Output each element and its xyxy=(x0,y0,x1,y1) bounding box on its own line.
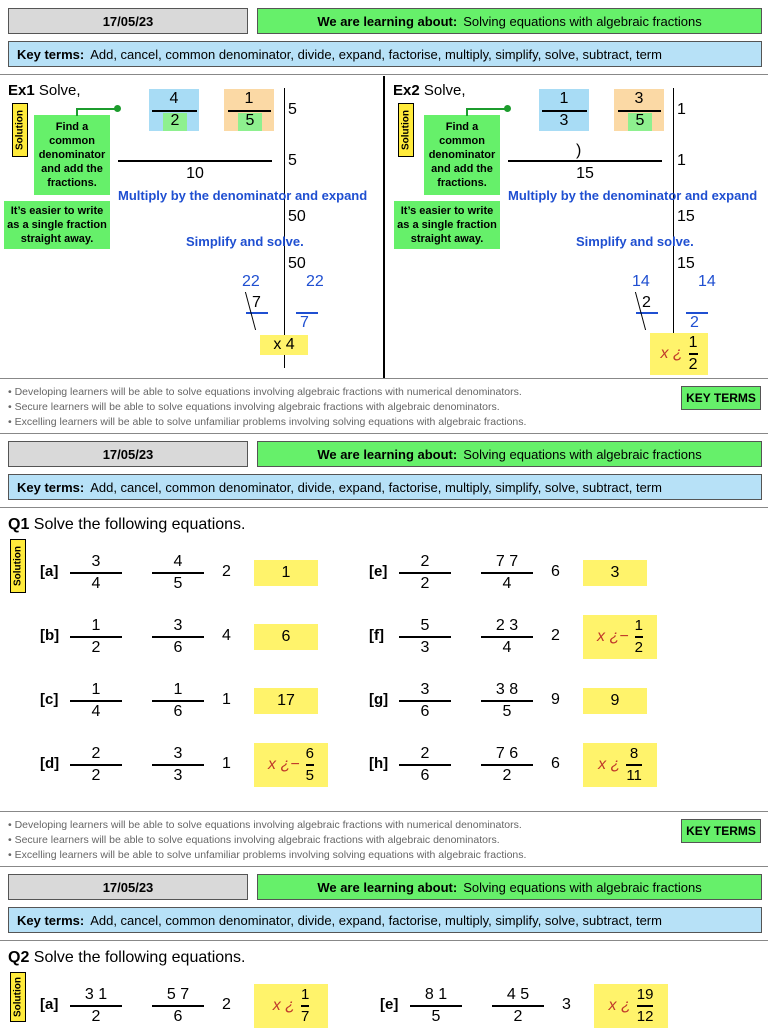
question-frac2-num: 2 3 xyxy=(495,617,519,634)
question-rhs: 2 xyxy=(222,996,231,1013)
ex2-combined-bar xyxy=(508,160,662,162)
pointer-line xyxy=(76,108,78,116)
ex2-rhs3: 15 xyxy=(677,208,695,225)
footer-text: Secure learners will be able to solve equations involving algebraic fractions with algebraic denominators. xyxy=(14,834,500,846)
learning-topic: Solving equations with algebraic fractions xyxy=(463,879,702,895)
ex2-frac2-den: 5 xyxy=(635,112,645,129)
ex2-step-multiply: Multiply by the denominator and expand xyxy=(508,188,758,203)
ex1-heading xyxy=(8,82,81,99)
ex1-frac1-den: 2 xyxy=(170,112,180,129)
question-frac2-den: 5 xyxy=(502,702,512,720)
question-frac2-num: 7 7 xyxy=(495,553,519,570)
ex1-cancel-stroke xyxy=(245,292,270,330)
ex2-note-common-denominator xyxy=(424,115,500,195)
answer-frac-den: 12 xyxy=(636,1007,654,1025)
answer-frac-num: 6 xyxy=(305,745,314,763)
ex2-title: Solve, xyxy=(423,82,466,99)
question-frac1-den: 6 xyxy=(420,702,430,720)
divider xyxy=(0,866,768,867)
ex1-step-multiply: Multiply by the denominator and expand xyxy=(118,188,368,203)
question-frac2-num: 1 xyxy=(173,681,183,698)
ex2-answer-box xyxy=(650,333,708,375)
solution-tab[interactable] xyxy=(10,972,26,1022)
date-text: 17/05/23 xyxy=(102,446,154,462)
question-frac2-den: 2 xyxy=(513,1007,523,1025)
question-frac1-num: 2 xyxy=(420,553,430,570)
learning-banner xyxy=(257,8,762,34)
answer-frac-den: 5 xyxy=(305,766,314,784)
question-tag: [d] xyxy=(40,755,60,772)
answer-box xyxy=(583,688,647,714)
ex1-note-single-fraction xyxy=(4,201,110,249)
ex1-den-7: 7 xyxy=(300,314,309,331)
ex2-den15: 15 xyxy=(576,165,594,182)
pointer-dot xyxy=(504,105,511,112)
keyterms-text: Add, cancel, common denominator, divide, expand, factorise, multiply, simplify, solve, subtract, term xyxy=(90,912,662,928)
ex2-label: Ex2 xyxy=(393,82,420,99)
question-rhs: 6 xyxy=(551,755,560,772)
answer-x: x ¿− xyxy=(597,628,629,645)
ex2-rhs1: 1 xyxy=(677,101,686,118)
solution-tab[interactable] xyxy=(12,103,28,157)
pointer-line xyxy=(76,108,118,110)
footer-line: • Secure learners will be able to solve equations involving algebraic fractions with algebraic denominators. xyxy=(8,834,500,846)
ex2-step-simplify: Simplify and solve. xyxy=(576,234,694,249)
question-frac1-den: 2 xyxy=(91,638,101,656)
pointer-line xyxy=(466,108,508,110)
question-tag: [h] xyxy=(369,755,389,772)
ex1-frac2-num: 1 xyxy=(244,90,254,107)
question-frac2-den: 6 xyxy=(173,638,183,656)
answer-box xyxy=(254,624,318,650)
keyterms-banner xyxy=(8,41,762,67)
answer-value: 9 xyxy=(610,692,620,709)
keyterms-label: Key terms: xyxy=(17,479,85,495)
question-row xyxy=(40,614,380,660)
question-frac2-den: 4 xyxy=(502,638,512,656)
question-frac1-den: 2 xyxy=(91,1007,101,1025)
date-badge xyxy=(8,874,248,900)
question-frac1-num: 3 xyxy=(91,553,101,570)
ex1-answer-box xyxy=(260,335,308,355)
question-frac1 xyxy=(70,985,122,1027)
question-frac1-den: 6 xyxy=(420,766,430,784)
question-frac2-den: 6 xyxy=(173,1007,183,1025)
ex1-n22-right: 22 xyxy=(306,273,324,290)
answer-box xyxy=(583,560,647,586)
learning-topic: Solving equations with algebraic fractions xyxy=(463,446,702,462)
solution-tab-label: Solution xyxy=(400,110,412,150)
question-frac1 xyxy=(70,616,122,658)
divider xyxy=(0,378,768,379)
question-row xyxy=(40,983,380,1029)
answer-frac-num: 8 xyxy=(629,745,639,763)
ex1-den10: 10 xyxy=(186,165,204,182)
learning-banner xyxy=(257,441,762,467)
answer-frac xyxy=(306,744,314,786)
question-rhs: 1 xyxy=(222,691,231,708)
question-frac2-num: 5 7 xyxy=(166,986,190,1003)
ex2-note1-text: Find a common denominator and add the fractions. xyxy=(428,121,496,189)
ex2-answer-num: 1 xyxy=(688,334,698,352)
answer-frac-num: 1 xyxy=(300,986,310,1004)
question-rhs: 2 xyxy=(222,563,231,580)
question-frac1 xyxy=(399,744,451,786)
answer-frac xyxy=(635,616,643,658)
question-rhs: 4 xyxy=(222,627,231,644)
question-frac2-den: 4 xyxy=(502,574,512,592)
ex1-note2-text: It’s easier to write as a single fraction straight away. xyxy=(7,205,107,245)
question-frac2 xyxy=(152,616,204,658)
divider xyxy=(0,74,768,75)
question-rhs: 3 xyxy=(562,996,571,1013)
question-frac1 xyxy=(399,680,451,722)
ex1-rhs4: 50 xyxy=(288,255,306,272)
question-frac2 xyxy=(481,744,533,786)
pointer-dot xyxy=(114,105,121,112)
keyterms-text: Add, cancel, common denominator, divide, expand, factorise, multiply, simplify, solve, subtract, term xyxy=(90,479,662,495)
question-frac2 xyxy=(481,680,533,722)
ex1-answer: x 4 xyxy=(273,336,295,353)
ex1-frac1-num: 4 xyxy=(169,90,179,107)
q2-label: Q2 xyxy=(8,949,30,966)
answer-x: x ¿− xyxy=(268,756,300,773)
question-frac1-num: 5 xyxy=(420,617,430,634)
question-tag: [b] xyxy=(40,627,60,644)
footer-objectives xyxy=(8,385,668,430)
date-text: 17/05/23 xyxy=(102,879,154,895)
answer-value: 3 xyxy=(610,564,620,581)
question-rhs: 9 xyxy=(551,691,560,708)
question-tag: [e] xyxy=(369,563,388,580)
question-frac1-den: 4 xyxy=(91,702,101,720)
key-terms-label: KEY TERMS xyxy=(686,824,756,838)
question-row xyxy=(369,678,709,724)
question-frac1-den: 5 xyxy=(431,1007,441,1025)
key-terms-button[interactable] xyxy=(681,819,761,843)
question-tag: [e] xyxy=(380,996,399,1013)
ex2-heading xyxy=(393,82,466,99)
footer-text: Excelling learners will be able to solve unfamiliar problems involving solving equations with algebraic fractions. xyxy=(14,416,527,428)
answer-box xyxy=(583,743,657,787)
question-frac2-num: 3 xyxy=(173,745,183,762)
q2-heading xyxy=(8,949,246,967)
question-frac1-num: 1 xyxy=(91,681,101,698)
keyterms-banner xyxy=(8,474,762,500)
question-frac2 xyxy=(481,616,533,658)
question-frac2-num: 3 8 xyxy=(495,681,519,698)
date-badge xyxy=(8,441,248,467)
question-frac1 xyxy=(70,680,122,722)
learning-banner xyxy=(257,874,762,900)
ex2-frac1-den: 3 xyxy=(559,112,569,129)
ex2-n14-right: 14 xyxy=(698,273,716,290)
answer-frac xyxy=(301,985,309,1027)
divider xyxy=(0,507,768,508)
pointer-line xyxy=(466,108,468,116)
answer-box xyxy=(254,743,328,787)
footer-text: Developing learners will be able to solve equations involving algebraic fractions with numerical denominators. xyxy=(14,386,522,398)
ex1-step-simplify: Simplify and solve. xyxy=(186,234,304,249)
ex2-cancel-2: 2 xyxy=(642,294,651,311)
footer-text: Developing learners will be able to solve equations involving algebraic fractions with numerical denominators. xyxy=(14,819,522,831)
ex1-note-common-denominator xyxy=(34,115,110,195)
answer-value: 17 xyxy=(277,692,295,709)
q1-heading xyxy=(8,516,246,534)
key-terms-button[interactable] xyxy=(681,386,761,410)
question-frac1 xyxy=(410,985,462,1027)
question-tag: [a] xyxy=(40,563,59,580)
ex2-paren: ) xyxy=(576,142,582,159)
ex2-frac2-num: 3 xyxy=(634,90,644,107)
ex1-rhs2: 5 xyxy=(288,152,297,169)
answer-frac-den: 2 xyxy=(634,638,643,656)
question-frac2 xyxy=(152,744,204,786)
question-frac1-num: 3 1 xyxy=(84,986,108,1003)
question-frac2-den: 5 xyxy=(173,574,183,592)
ex1-equals-line xyxy=(284,88,285,368)
footer-line: • Developing learners will be able to solve equations involving algebraic fractions with numerical denominators. xyxy=(8,819,522,831)
learning-label: We are learning about: xyxy=(317,13,458,29)
question-tag: [a] xyxy=(40,996,59,1013)
ex2-frac1-num: 1 xyxy=(559,90,569,107)
ex2-answer-den: 2 xyxy=(688,355,698,373)
answer-frac-num: 19 xyxy=(636,986,654,1004)
q1-label: Q1 xyxy=(8,516,30,533)
question-frac1-den: 4 xyxy=(91,574,101,592)
ex1-frac2-den: 5 xyxy=(245,112,255,129)
footer-objectives xyxy=(8,818,668,863)
ex2-answer-frac xyxy=(689,333,698,375)
keyterms-text: Add, cancel, common denominator, divide, expand, factorise, multiply, simplify, solve, subtract, term xyxy=(90,46,662,62)
question-row xyxy=(369,614,709,660)
question-frac1 xyxy=(399,552,451,594)
keyterms-banner xyxy=(8,907,762,933)
answer-box xyxy=(583,615,657,659)
question-frac1-den: 3 xyxy=(420,638,430,656)
ex2-answer-x: x ¿ xyxy=(660,345,683,362)
divider xyxy=(0,433,768,434)
ex2-note-single-fraction xyxy=(394,201,500,249)
footer-line: • Developing learners will be able to solve equations involving algebraic fractions with numerical denominators. xyxy=(8,386,522,398)
answer-frac-den: 11 xyxy=(626,766,642,784)
key-terms-label: KEY TERMS xyxy=(686,391,756,405)
ex1-cancel-7: 7 xyxy=(252,294,261,311)
question-frac2 xyxy=(152,680,204,722)
answer-frac xyxy=(637,985,654,1027)
question-frac2-num: 4 5 xyxy=(506,986,530,1003)
question-frac1-num: 3 xyxy=(420,681,430,698)
ex2-note2-text: It’s easier to write as a single fraction straight away. xyxy=(397,205,497,245)
question-tag: [c] xyxy=(40,691,59,708)
ex1-combined-bar xyxy=(118,160,272,162)
answer-frac xyxy=(626,744,642,786)
question-frac1 xyxy=(70,744,122,786)
question-row xyxy=(369,550,709,596)
answer-value: 1 xyxy=(281,564,291,581)
question-frac2 xyxy=(481,552,533,594)
ex1-label: Ex1 xyxy=(8,82,35,99)
keyterms-label: Key terms: xyxy=(17,46,85,62)
example-divider xyxy=(383,76,385,378)
question-rhs: 6 xyxy=(551,563,560,580)
q1-title: Solve the following equations. xyxy=(33,516,246,533)
keyterms-label: Key terms: xyxy=(17,912,85,928)
ex1-n22-left: 22 xyxy=(242,273,260,290)
answer-box xyxy=(594,984,668,1028)
footer-text: Secure learners will be able to solve equations involving algebraic fractions with algebraic denominators. xyxy=(14,401,500,413)
question-frac2 xyxy=(152,552,204,594)
footer-text: Excelling learners will be able to solve unfamiliar problems involving solving equations with algebraic fractions. xyxy=(14,849,527,861)
footer-line: • Excelling learners will be able to solve unfamiliar problems involving solving equations with algebraic fractions. xyxy=(8,849,527,861)
divider xyxy=(0,940,768,941)
question-frac2 xyxy=(492,985,544,1027)
question-tag: [g] xyxy=(369,691,389,708)
answer-x: x ¿ xyxy=(598,756,621,773)
question-frac1 xyxy=(70,552,122,594)
question-frac2-den: 3 xyxy=(173,766,183,784)
ex2-rhs4: 15 xyxy=(677,255,695,272)
answer-box xyxy=(254,984,328,1028)
ex2-equals-line xyxy=(673,88,674,368)
question-frac1-num: 2 xyxy=(420,745,430,762)
ex1-rhs1: 5 xyxy=(288,101,297,118)
question-frac2-den: 2 xyxy=(502,766,512,784)
question-row xyxy=(380,983,720,1029)
q2-title: Solve the following equations. xyxy=(33,949,246,966)
question-row xyxy=(40,550,380,596)
solution-tab[interactable] xyxy=(10,539,26,593)
divider xyxy=(0,811,768,812)
date-badge xyxy=(8,8,248,34)
learning-label: We are learning about: xyxy=(317,446,458,462)
date-text: 17/05/23 xyxy=(102,13,154,29)
question-frac2 xyxy=(152,985,204,1027)
answer-value: 6 xyxy=(281,628,291,645)
learning-topic: Solving equations with algebraic fractions xyxy=(463,13,702,29)
learning-label: We are learning about: xyxy=(317,879,458,895)
question-frac1-num: 2 xyxy=(91,745,101,762)
ex1-note1-text: Find a common denominator and add the fractions. xyxy=(38,121,106,189)
solution-tab-label: Solution xyxy=(14,110,26,150)
answer-frac-den: 7 xyxy=(300,1007,310,1025)
question-row xyxy=(369,742,709,788)
question-frac1-den: 2 xyxy=(91,766,101,784)
question-frac1-den: 2 xyxy=(420,574,430,592)
answer-frac-num: 1 xyxy=(634,617,643,635)
ex2-den-2: 2 xyxy=(690,314,699,331)
question-row xyxy=(40,678,380,724)
answer-x: x ¿ xyxy=(272,997,295,1014)
question-frac2-num: 4 xyxy=(173,553,183,570)
answer-box xyxy=(254,560,318,586)
footer-line: • Excelling learners will be able to solve unfamiliar problems involving solving equations with algebraic fractions. xyxy=(8,416,527,428)
solution-tab-label: Solution xyxy=(12,546,24,586)
question-rhs: 1 xyxy=(222,755,231,772)
question-frac2-num: 7 6 xyxy=(495,745,519,762)
solution-tab[interactable] xyxy=(398,103,414,157)
ex2-n14-left: 14 xyxy=(632,273,650,290)
question-rhs: 2 xyxy=(551,627,560,644)
question-tag: [f] xyxy=(369,627,384,644)
question-frac1 xyxy=(399,616,451,658)
ex1-rhs3: 50 xyxy=(288,208,306,225)
question-frac1-num: 8 1 xyxy=(424,986,448,1003)
answer-x: x ¿ xyxy=(608,997,631,1014)
solution-tab-label: Solution xyxy=(12,977,24,1017)
answer-box xyxy=(254,688,318,714)
question-row xyxy=(40,742,380,788)
ex2-cancel-stroke xyxy=(635,292,660,330)
ex1-title: Solve, xyxy=(38,82,81,99)
question-frac1-num: 1 xyxy=(91,617,101,634)
ex2-rhs2: 1 xyxy=(677,152,686,169)
footer-line: • Secure learners will be able to solve equations involving algebraic fractions with algebraic denominators. xyxy=(8,401,500,413)
question-frac2-num: 3 xyxy=(173,617,183,634)
question-frac2-den: 6 xyxy=(173,702,183,720)
